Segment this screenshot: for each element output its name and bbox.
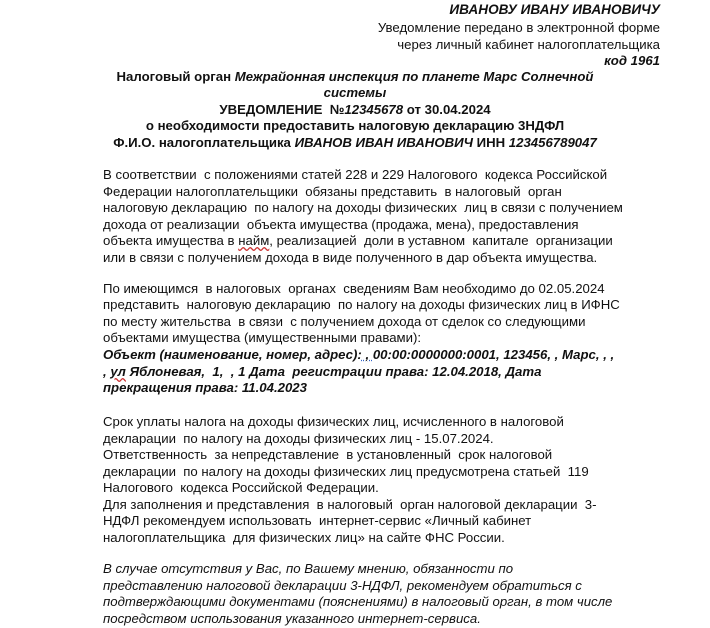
tax-authority-name-cont: системы: [323, 85, 387, 100]
paragraph-3-line: декларации по налогу на доходы физических лиц предусмотрена статьей 119: [103, 464, 589, 479]
notice-label: УВЕДОМЛЕНИЕ №: [219, 102, 345, 117]
paragraph-3-line: налогоплательщика для физических лиц» на сайте ФНС России.: [103, 530, 505, 545]
paragraph-3-line: Налогового кодекса Российской Федерации.: [103, 480, 379, 495]
spellcheck-word: ул: [110, 364, 126, 379]
taxpayer-inn: 123456789047: [508, 135, 597, 150]
paragraph-1-line: или в связи с получением дохода в виде полученного в дар объекта имущества.: [103, 250, 598, 265]
delivery-note-line-2: через личный кабинет налогоплательщика: [397, 37, 660, 52]
recipient-name: ИВАНОВУ ИВАНУ ИВАНОВИЧУ: [449, 2, 660, 17]
paragraph-1-text: объекта имущества в: [103, 233, 239, 248]
paragraph-1-line: Федерации налогоплательщики обязаны представить в налоговый орган: [103, 184, 562, 199]
paragraph-4-line: В случае отсутствия у Вас, по Вашему мнению, обязанности по: [103, 561, 514, 576]
paragraph-4-line: посредством использования указанного интернет-сервиса.: [103, 611, 481, 626]
paragraph-2-line: по месту жительства в связи с получением дохода от сделок со следующими: [103, 314, 586, 329]
paragraph-3-line: Для заполнения и представления в налоговый орган налоговой декларации 3-: [103, 497, 597, 512]
tax-authority-name: Межрайонная инспекция по планете Марс Солнечной: [234, 69, 594, 84]
taxpayer-line: [0, 134, 710, 152]
paragraph-3-line: Срок уплаты налога на доходы физических лиц, исчисленного в налоговой: [103, 414, 564, 429]
inn-label: ИНН: [472, 135, 509, 150]
taxpayer-prefix: Ф.И.О. налогоплательщика: [113, 135, 295, 150]
paragraph-1-line: налоговую декларацию по налогу на доходы физических лиц в связи с получением: [103, 200, 623, 215]
paragraph-3-line: НДФЛ рекомендуем использовать интернет-сервис «Личный кабинет: [103, 513, 532, 528]
object-line-1: [103, 347, 614, 364]
notice-subject: о необходимости предоставить налоговую декларацию 3НДФЛ: [145, 118, 565, 133]
object-line-2: [103, 364, 541, 381]
spellcheck-word: найм: [238, 233, 270, 248]
notice-date: от 30.04.2024: [403, 102, 491, 117]
object-details: 00:00:0000000:0001, 123456, , Марс, , ,: [372, 347, 615, 362]
paragraph-1-line: [103, 233, 613, 250]
object-separator: ,: [361, 347, 373, 362]
tax-authority-prefix: Налоговый орган: [116, 69, 235, 84]
delivery-note-line-1: Уведомление передано в электронной форме: [377, 20, 660, 35]
paragraph-1-line: дохода от реализации объекта имущества (продажа, мена), предоставления: [103, 217, 579, 232]
paragraph-1-text: , реализацией доли в уставном капитале организации: [269, 233, 613, 248]
paragraph-4-line: подтверждающими документами (пояснениями) в налоговый орган, в том числе: [103, 594, 613, 609]
object-label: Объект (наименование, номер, адрес):: [103, 347, 362, 362]
notice-number: 12345678: [344, 102, 404, 117]
document-code: код 1961: [604, 53, 660, 68]
paragraph-2-line: объектами имущества (имущественными правами):: [103, 330, 422, 345]
paragraph-1-line: В соответствии с положениями статей 228 и 229 Налогового кодекса Российской: [103, 167, 608, 182]
paragraph-2-line: По имеющимся в налоговых органах сведениям Вам необходимо до 02.05.2024: [103, 281, 605, 296]
paragraph-3-line: Ответственность за непредставление в установленный срок налоговой: [103, 447, 553, 462]
paragraph-3-line: декларации по налогу на доходы физических лиц - 15.07.2024.: [103, 431, 494, 446]
object-line-3: прекращения права: 11.04.2023: [103, 380, 307, 395]
taxpayer-name: ИВАНОВ ИВАН ИВАНОВИЧ: [294, 135, 473, 150]
object-text: ,: [103, 364, 111, 379]
object-text: Яблоневая, 1, , 1 Дата регистрации права: 12.04.2018, Дата: [125, 364, 542, 379]
paragraph-4-line: представлению налоговой декларации 3-НДФЛ, рекомендуем обратиться с: [103, 578, 582, 593]
paragraph-2-line: представить налоговую декларацию по налогу на доходы физических лиц в ИФНС: [103, 297, 620, 312]
